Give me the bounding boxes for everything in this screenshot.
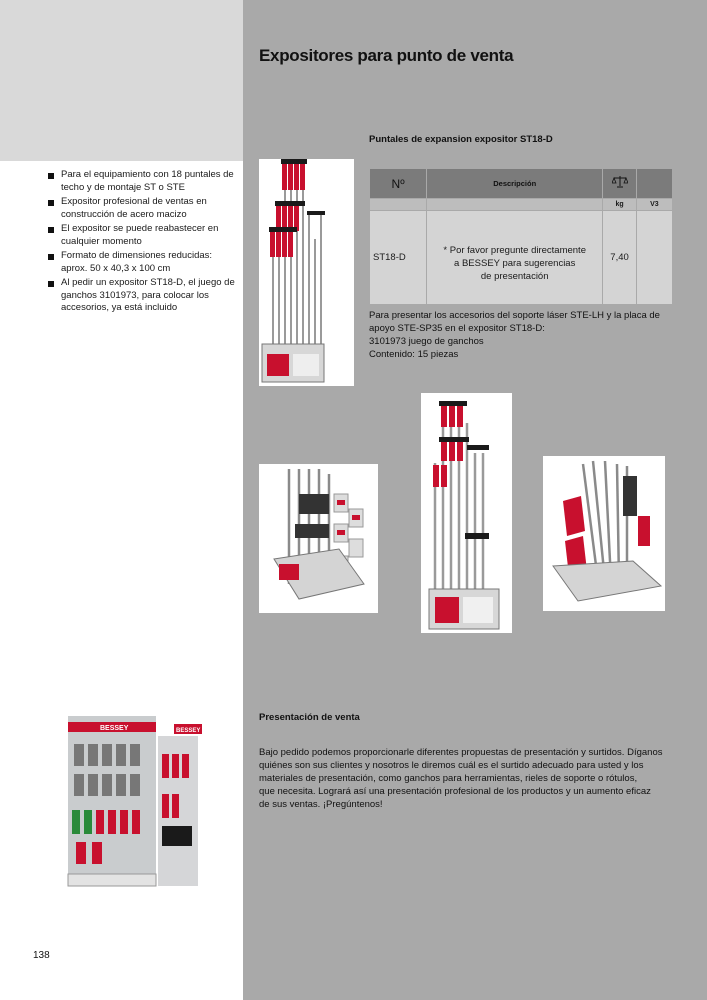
table-unit-row	[370, 199, 673, 211]
col-header-weight	[603, 169, 637, 199]
presentation-text: Bajo pedido podemos proporcionarle diferentes propuestas de presentación y surtidos. Díganos quiénes son sus clientes y nosotros le diremos cuál es el surtido adecuado para usted y los materiales de presentación, como ganchos para herramientas, rieles de soporte o rótulos, que necesita. Logrará así una presentación profesional de los productos y un aumento eficaz de sus ventas. ¡Pregúntenos!	[259, 747, 663, 810]
page-title: Expositores para punto de venta	[259, 46, 514, 65]
table-row	[370, 211, 673, 305]
table-header-row	[370, 169, 673, 199]
feature-list	[48, 169, 240, 317]
col-header-empty	[636, 169, 672, 199]
cell-article-no: ST18-D	[370, 211, 427, 305]
accessory-note: Para presentar los accesorios del soporte láser STE-LH y la placa de apoyo STE-SP35 en el expositor ST18-D: 3101973 juego de ganchos Contenido: 15 piezas	[369, 310, 660, 360]
product-section-title: Puntales de expansion expositor ST18-D	[369, 134, 553, 145]
col-header-description: Descripción	[427, 169, 603, 199]
display-photo-front	[421, 393, 512, 633]
spec-table	[369, 168, 673, 305]
feature-item: Para el equipamiento con 18 puntales de techo y de montaje ST o STE	[48, 169, 240, 194]
cell-description: * Por favor pregunte directamente a BESSEY para sugerencias de presentación	[427, 211, 603, 305]
cell-weight: 7,40	[603, 211, 637, 305]
scale-icon	[612, 175, 628, 189]
brand-logo-right: BESSEY	[176, 728, 201, 734]
display-stand-photo	[259, 159, 354, 386]
display-photo-accessories	[259, 464, 378, 613]
cell-v3	[636, 211, 672, 305]
page-number: 138	[33, 950, 50, 961]
feature-item: Expositor profesional de ventas en construcción de acero macizo	[48, 196, 240, 221]
feature-item: El expositor se puede reabastecer en cualquier momento	[48, 223, 240, 248]
unit-v3: V3	[636, 199, 672, 211]
feature-item: Al pedir un expositor ST18-D, el juego de ganchos 3101973, para colocar los accesorios, ya está incluido	[48, 277, 240, 315]
unit-kg: kg	[603, 199, 637, 211]
store-display-photo	[66, 714, 208, 894]
header-gray-block	[0, 0, 243, 161]
col-header-no: Nº	[370, 169, 427, 199]
feature-item: Formato de dimensiones reducidas: aprox. 50 x 40,3 x 100 cm	[48, 250, 240, 275]
brand-logo-left: BESSEY	[100, 725, 129, 732]
display-photo-side	[543, 456, 665, 611]
presentation-section-title: Presentación de venta	[259, 712, 360, 723]
